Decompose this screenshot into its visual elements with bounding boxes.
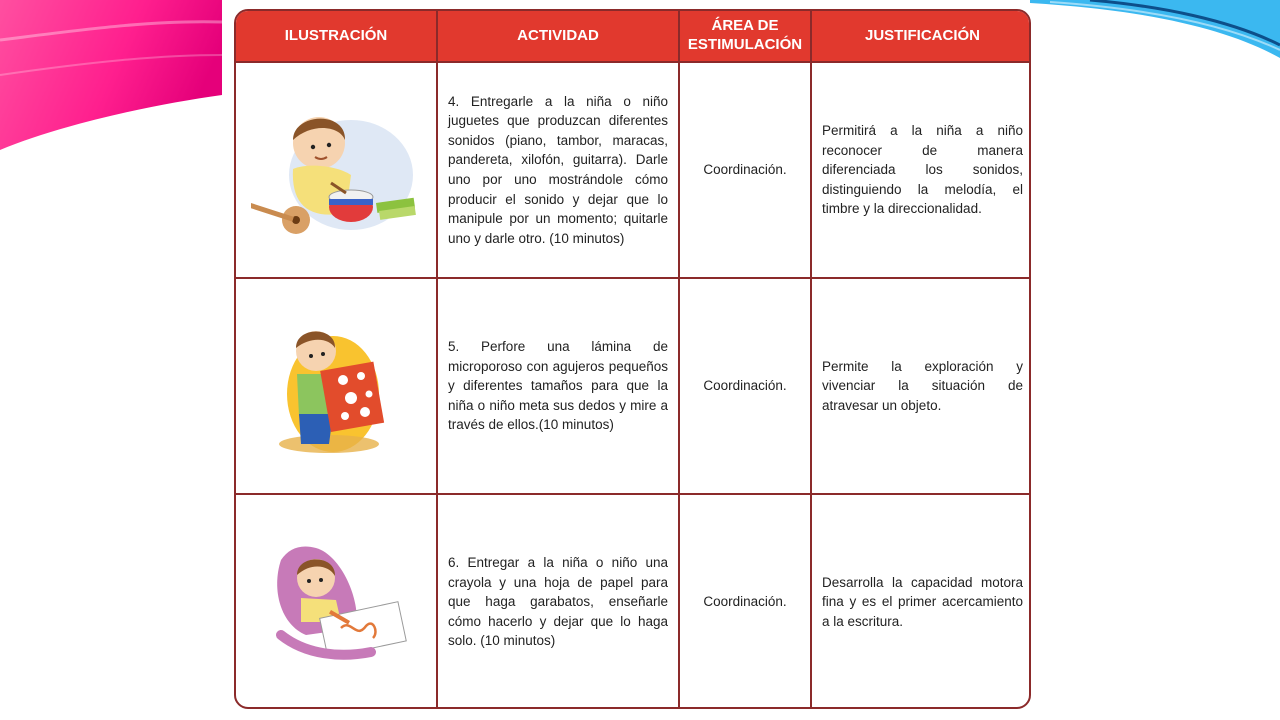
table-header-row bbox=[236, 11, 1031, 62]
table-row bbox=[236, 278, 1031, 494]
justification-cell: Permitirá a la niña a niño reconocer de manera diferenciada los sonidos, distinguiendo la melodía, el timbre y la direccionalidad. bbox=[811, 62, 1031, 278]
activity-cell: 5. Perfore una lámina de microporoso con agujeros pequeños y diferentes tamaños para que la niña o niño meta sus dedos y mire a través de ellos.(10 minutos) bbox=[437, 278, 679, 494]
child-drum-icon bbox=[251, 95, 421, 245]
child-crayon-drawing-icon bbox=[261, 540, 411, 665]
header-activity: ACTIVIDAD bbox=[437, 11, 679, 62]
header-area bbox=[679, 11, 811, 62]
justification-cell: Permite la exploración y vivenciar la situación de atravesar un objeto. bbox=[811, 278, 1031, 494]
illustration-cell bbox=[236, 278, 437, 494]
header-illustration: ILUSTRACIÓN bbox=[236, 11, 437, 62]
area-cell: Coordinación. bbox=[679, 278, 811, 494]
activity-cell: 4. Entregarle a la niña o niño juguetes que produzcan diferentes sonidos (piano, tambor, maracas, pandereta, xilofón, guitarra). Darle uno por uno mostrándole cómo producir el sonido y dejar que lo manipule por un momento; quitarle uno y darle otro. (10 minutos) bbox=[437, 62, 679, 278]
table-row bbox=[236, 494, 1031, 709]
area-cell: Coordinación. bbox=[679, 494, 811, 709]
child-perforated-board-icon bbox=[271, 316, 401, 456]
table-row bbox=[236, 62, 1031, 278]
area-cell: Coordinación. bbox=[679, 62, 811, 278]
header-area-line1: ÁREA DE bbox=[711, 17, 779, 35]
decorative-pink-ribbon bbox=[0, 0, 230, 150]
header-justification: JUSTIFICACIÓN bbox=[811, 11, 1031, 62]
justification-cell: Desarrolla la capacidad motora fina y es el primer acercamiento a la escritura. bbox=[811, 494, 1031, 709]
header-area-line2: ESTIMULACIÓN bbox=[687, 36, 803, 53]
decorative-blue-ribbon bbox=[1030, 0, 1280, 60]
activity-table bbox=[234, 9, 1031, 709]
illustration-cell bbox=[236, 62, 437, 278]
activity-cell: 6. Entregar a la niña o niño una crayola y una hoja de papel para que haga garabatos, enseñarle cómo hacerlo y dejar que lo haga solo. (10 minutos) bbox=[437, 494, 679, 709]
illustration-cell bbox=[236, 494, 437, 709]
